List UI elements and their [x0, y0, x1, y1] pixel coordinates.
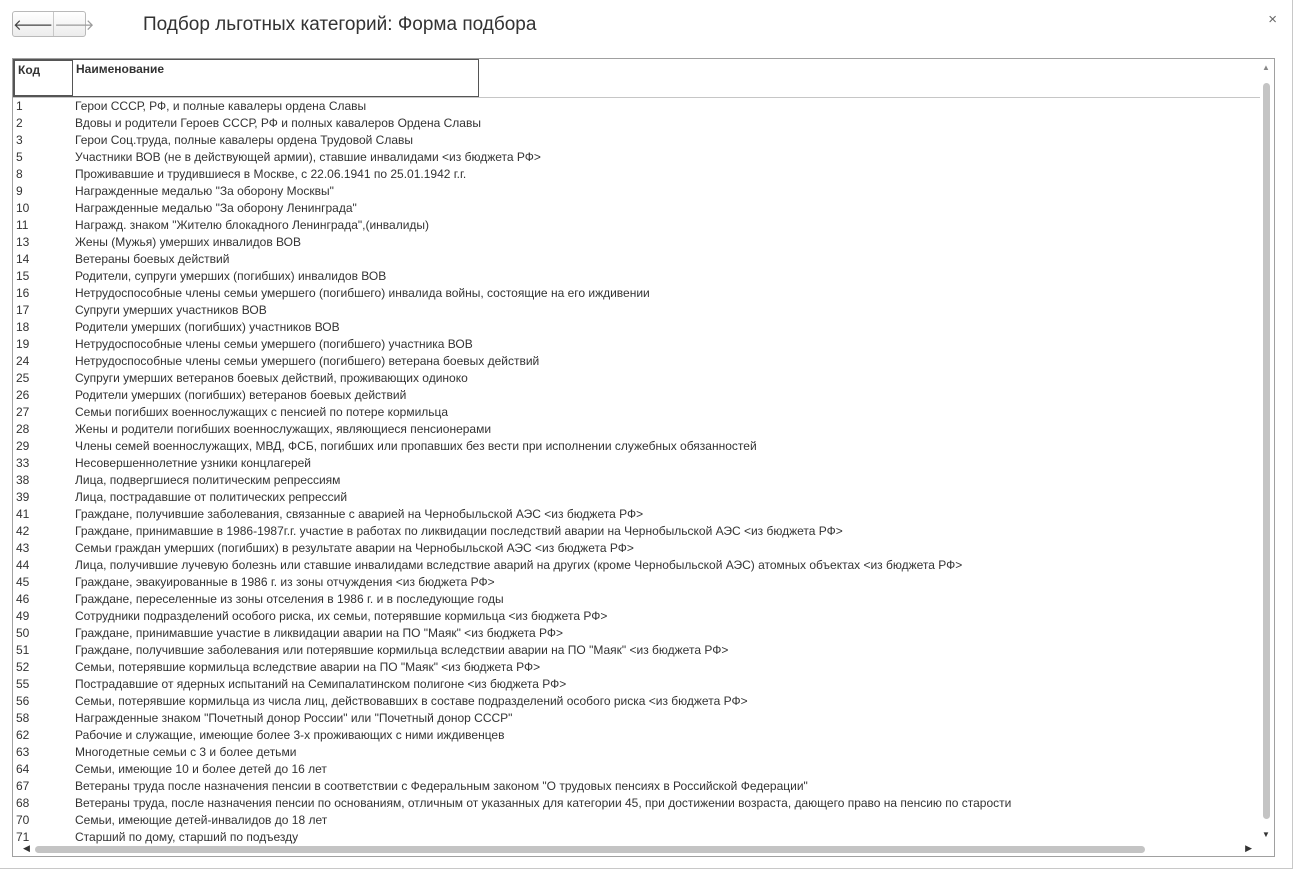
table-row[interactable] [13, 438, 1260, 455]
cell-name: Ветераны труда после назначения пенсии в соответствии с Федеральным законом "О трудовых пенсиях в Российской Федерации" [75, 779, 808, 793]
cell-name: Семьи, имеющие детей-инвалидов до 18 лет [75, 813, 328, 827]
cell-name: Родители, супруги умерших (погибших) инвалидов ВОВ [75, 269, 387, 283]
table-row[interactable] [13, 778, 1260, 795]
scroll-down-icon[interactable]: ▼ [1262, 830, 1270, 839]
table-row[interactable] [13, 302, 1260, 319]
table-row[interactable] [13, 812, 1260, 829]
table-row[interactable] [13, 642, 1260, 659]
cell-name: Граждане, принимавшие участие в ликвидации аварии на ПО "Маяк" <из бюджета РФ> [75, 626, 564, 640]
scroll-right-icon[interactable]: ▶ [1245, 843, 1252, 853]
table-row[interactable] [13, 353, 1260, 370]
horizontal-scrollbar[interactable] [13, 842, 1260, 856]
cell-code: 18 [16, 320, 30, 334]
arrow-right-icon: 🡒 [54, 16, 95, 34]
cell-name: Проживавшие и трудившиеся в Москве, с 22.06.1941 по 25.01.1942 г.г. [75, 167, 467, 181]
scroll-left-icon[interactable]: ◀ [23, 843, 30, 853]
navigation-buttons [12, 11, 95, 37]
cell-name: Ветераны труда, после назначения пенсии по основаниям, отличным от указанных для категории 45, при достижении возраста, дающего право на пенсию по старости [75, 796, 1012, 810]
cell-code: 55 [16, 677, 30, 691]
cell-code: 71 [16, 830, 30, 844]
cell-name: Ветераны боевых действий [75, 252, 230, 266]
cell-name: Семьи, потерявшие кормильца из числа лиц, действовавших в составе подразделений особого риска <из бюджета РФ> [75, 694, 748, 708]
cell-name: Граждане, переселенные из зоны отселения в 1986 г. и в последующие годы [75, 592, 504, 606]
cell-code: 56 [16, 694, 30, 708]
cell-name: Награжденные медалью "За оборону Ленинграда" [75, 201, 357, 215]
cell-name: Родители умерших (погибших) участников ВОВ [75, 320, 340, 334]
cell-name: Граждане, эвакуированные в 1986 г. из зоны отчуждения <из бюджета РФ> [75, 575, 495, 589]
table-row[interactable] [13, 200, 1260, 217]
cell-name: Семьи, имеющие 10 и более детей до 16 лет [75, 762, 327, 776]
cell-code: 39 [16, 490, 30, 504]
cell-name: Семьи, потерявшие кормильца вследствие аварии на ПО "Маяк" <из бюджета РФ> [75, 660, 541, 674]
cell-name: Несовершеннолетние узники концлагерей [75, 456, 312, 470]
scroll-up-icon[interactable]: ▲ [1262, 63, 1270, 72]
cell-name: Вдовы и родители Героев СССР, РФ и полных кавалеров Ордена Славы [75, 116, 481, 130]
cell-code: 16 [16, 286, 30, 300]
horizontal-scroll-thumb[interactable] [35, 846, 1145, 853]
table-row[interactable] [13, 795, 1260, 812]
table-row[interactable] [13, 268, 1260, 285]
cell-name: Нетрудоспособные члены семьи умершего (погибшего) ветерана боевых действий [75, 354, 540, 368]
cell-code: 15 [16, 269, 30, 283]
table-row[interactable] [13, 676, 1260, 693]
cell-code: 67 [16, 779, 30, 793]
table-row[interactable] [13, 319, 1260, 336]
table-row[interactable] [13, 336, 1260, 353]
cell-code: 24 [16, 354, 30, 368]
table-row[interactable] [13, 744, 1260, 761]
table-row[interactable] [13, 285, 1260, 302]
cell-code: 29 [16, 439, 30, 453]
cell-code: 11 [16, 218, 29, 232]
cell-code: 58 [16, 711, 30, 725]
table-row[interactable] [13, 574, 1260, 591]
cell-code: 5 [16, 150, 23, 164]
table-row[interactable] [13, 608, 1260, 625]
cell-name: Граждане, получившие заболевания, связанные с аварией на Чернобыльской АЭС <из бюджета РФ> [75, 507, 644, 521]
cell-code: 62 [16, 728, 30, 742]
cell-code: 14 [16, 252, 30, 266]
cell-name: Лица, подвергшиеся политическим репрессиям [75, 473, 341, 487]
cell-code: 10 [16, 201, 30, 215]
table-row[interactable] [13, 149, 1260, 166]
table-row[interactable] [13, 523, 1260, 540]
vertical-scrollbar[interactable] [1261, 63, 1273, 839]
cell-name: Герои Соц.труда, полные кавалеры ордена Трудовой Славы [75, 133, 414, 147]
back-button[interactable] [13, 12, 54, 36]
cell-code: 13 [16, 235, 30, 249]
cell-name: Граждане, принимавшие в 1986-1987г.г. участие в работах по ликвидации последствий аварии на Чернобыльской АЭС <из бюджета РФ> [75, 524, 843, 538]
cell-code: 63 [16, 745, 30, 759]
cell-code: 19 [16, 337, 30, 351]
cell-code: 17 [16, 303, 30, 317]
cell-name: Лица, получившие лучевую болезнь или ставшие инвалидами вследствие аварий на других (кроме Чернобыльской АЭС) атомных объектах <из бюджета РФ> [75, 558, 963, 572]
cell-code: 68 [16, 796, 30, 810]
cell-code: 64 [16, 762, 30, 776]
table-row[interactable] [13, 115, 1260, 132]
cell-code: 25 [16, 371, 30, 385]
cell-name: Семьи граждан умерших (погибших) в результате аварии на Чернобыльской АЭС <из бюджета РФ> [75, 541, 634, 555]
table-row[interactable] [13, 404, 1260, 421]
cell-name: Члены семей военнослужащих, МВД, ФСБ, погибших или пропавших без вести при исполнении служебных обязанностей [75, 439, 757, 453]
cell-name: Награжденные знаком "Почетный донор России" или "Почетный донор СССР" [75, 711, 513, 725]
cell-name: Сотрудники подразделений особого риска, их семьи, потерявшие кормильца <из бюджета РФ> [75, 609, 608, 623]
cell-code: 9 [16, 184, 23, 198]
cell-name: Нетрудоспособные члены семьи умершего (погибшего) участника ВОВ [75, 337, 473, 351]
cell-code: 44 [16, 558, 30, 572]
cell-name: Награжденные медалью "За оборону Москвы" [75, 184, 334, 198]
window-title: Подбор льготных категорий: Форма подбора [143, 14, 537, 35]
cell-code: 26 [16, 388, 30, 402]
cell-code: 46 [16, 592, 30, 606]
cell-code: 45 [16, 575, 30, 589]
forward-button[interactable] [54, 12, 94, 36]
cell-code: 50 [16, 626, 30, 640]
table-row[interactable] [13, 455, 1260, 472]
table-row[interactable] [13, 625, 1260, 642]
cell-name: Многодетные семьи с 3 и более детьми [75, 745, 297, 759]
table-body [13, 98, 1260, 846]
table-row[interactable] [13, 710, 1260, 727]
cell-code: 41 [16, 507, 30, 521]
cell-name: Жены (Мужья) умерших инвалидов ВОВ [75, 235, 301, 249]
arrow-left-icon: 🡐 [13, 16, 54, 34]
categories-table [12, 58, 1275, 857]
cell-code: 2 [16, 116, 23, 130]
cell-code: 70 [16, 813, 30, 827]
table-row[interactable] [13, 251, 1260, 268]
cell-code: 52 [16, 660, 30, 674]
table-row[interactable] [13, 98, 1260, 115]
cell-name: Семьи погибших военнослужащих с пенсией по потере кормильца [75, 405, 449, 419]
cell-name: Награжд. знаком "Жителю блокадного Ленинграда",(инвалиды) [75, 218, 430, 232]
table-row[interactable] [13, 557, 1260, 574]
table-row[interactable] [13, 506, 1260, 523]
cell-code: 49 [16, 609, 30, 623]
cell-code: 33 [16, 456, 30, 470]
cell-name: Супруги умерших участников ВОВ [75, 303, 267, 317]
cell-name: Родители умерших (погибших) ветеранов боевых действий [75, 388, 407, 402]
vertical-scroll-thumb[interactable] [1263, 83, 1270, 819]
cell-code: 28 [16, 422, 30, 436]
cell-code: 1 [16, 99, 23, 113]
table-row[interactable] [13, 727, 1260, 744]
table-row[interactable] [13, 489, 1260, 506]
cell-code: 51 [16, 643, 30, 657]
table-row[interactable] [13, 761, 1260, 778]
column-header-name[interactable]: Наименование [73, 59, 479, 97]
cell-name: Старший по дому, старший по подъезду [75, 830, 299, 844]
cell-code: 8 [16, 167, 23, 181]
table-row[interactable] [13, 591, 1260, 608]
column-header-code[interactable]: Код [13, 59, 73, 97]
cell-code: 42 [16, 524, 30, 538]
cell-code: 27 [16, 405, 30, 419]
cell-name: Жены и родители погибших военнослужащих, являющиеся пенсионерами [75, 422, 492, 436]
table-row[interactable] [13, 132, 1260, 149]
table-row[interactable] [13, 166, 1260, 183]
cell-code: 38 [16, 473, 30, 487]
close-icon[interactable]: × [1268, 11, 1277, 28]
cell-name: Герои СССР, РФ, и полные кавалеры ордена Славы [75, 99, 367, 113]
table-row[interactable] [13, 370, 1260, 387]
table-row[interactable] [13, 472, 1260, 489]
cell-name: Участники ВОВ (не в действующей армии), ставшие инвалидами <из бюджета РФ> [75, 150, 541, 164]
table-row[interactable] [13, 183, 1260, 200]
table-row[interactable] [13, 540, 1260, 557]
table-row[interactable] [13, 659, 1260, 676]
table-row[interactable] [13, 421, 1260, 438]
table-row[interactable] [13, 693, 1260, 710]
cell-code: 43 [16, 541, 30, 555]
cell-name: Нетрудоспособные члены семьи умершего (погибшего) инвалида войны, состоящие на его иждивении [75, 286, 650, 300]
table-row[interactable] [13, 217, 1260, 234]
cell-name: Рабочие и служащие, имеющие более 3-х проживающих с ними иждивенцев [75, 728, 505, 742]
cell-code: 3 [16, 133, 23, 147]
cell-name: Лица, пострадавшие от политических репрессий [75, 490, 348, 504]
cell-name: Граждане, получившие заболевания или потерявшие кормильца вследствии аварии на ПО "Маяк" <из бюджета РФ> [75, 643, 729, 657]
table-row[interactable] [13, 387, 1260, 404]
cell-name: Супруги умерших ветеранов боевых действий, проживающих одиноко [75, 371, 468, 385]
cell-name: Пострадавшие от ядерных испытаний на Семипалатинском полигоне <из бюджета РФ> [75, 677, 567, 691]
table-row[interactable] [13, 234, 1260, 251]
table-header [13, 59, 1260, 98]
